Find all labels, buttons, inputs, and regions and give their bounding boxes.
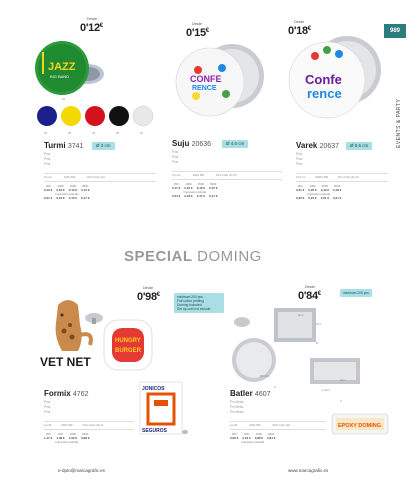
suju-art-line2: RENCE [192, 85, 217, 92]
suju-size-badge: Ø 4.5 cm [222, 140, 248, 148]
side-section-label: EVENTS & PARTY [396, 98, 402, 148]
varek-desde: Desde [294, 20, 305, 24]
varek-features: 27.5 cm 1000/c 500 Print Color (4c) fd [296, 173, 388, 182]
footer-email[interactable]: e-dpto@marcagrafic.es [58, 468, 105, 473]
batler-dim-5: 1,2cm [322, 388, 330, 392]
batler-pins-image [224, 302, 384, 392]
varek-name: Varek 20637 [296, 141, 340, 150]
varek-button-image [285, 32, 385, 120]
batler-dim-3: Ø2.2cm [260, 374, 270, 378]
batler-price-table: 250 500 1000 2500 0,96 € 0,91 € 0,88 € 0,84 € Impresión incluida [230, 432, 276, 444]
turmi-color-swatches [36, 104, 158, 130]
batler-letter-c: C [340, 399, 343, 403]
swatch-code-4: 05 [116, 131, 120, 135]
batler-epoxy-image [330, 410, 390, 440]
batler-features: Lot 25 100/c 500 Print Color (4c) [230, 421, 326, 430]
formix-price: 0'98€ [137, 291, 160, 303]
turmi-price: 0'12€ [80, 22, 103, 34]
jazz-subtitle: BIG BAND [50, 74, 70, 79]
varek-art-line1: Confe [305, 72, 342, 87]
section-title: SPECIAL DOMING [124, 248, 262, 265]
turmi-specs: Pins Pins Pins [44, 152, 51, 166]
batler-desde: Desde [305, 285, 316, 289]
formix-features: Lot 25 100/c 500 Print Color (4c) fd [44, 421, 134, 430]
jazz-button-image [30, 38, 110, 98]
batler-tooltip: minimum 200 pcs [340, 289, 372, 297]
batler-letter-b: B [316, 341, 318, 345]
varek-art-line2: rence [307, 86, 342, 101]
batler-letter-a: A [274, 385, 276, 389]
formix-art-text: VET NET [40, 355, 91, 369]
turmi-desde: Desde [87, 17, 98, 21]
batler-price: 0'84€ [298, 290, 321, 302]
formix-seguros-image [138, 380, 188, 440]
batler-name: Batler 4607 [230, 389, 271, 398]
turmi-img-code: 01 [62, 97, 66, 101]
suju-price: 0'15€ [186, 27, 209, 39]
varek-size-badge: Ø 5.5 cm [346, 142, 372, 150]
formix-seguros-line1: JONICOS [142, 386, 165, 392]
page-number: 989 [384, 24, 406, 38]
batler-dim-4: 4cm [340, 378, 346, 382]
batler-specs: Pin Metal Pin Metal Pin Metal [230, 400, 244, 414]
jazz-title: JAZZ [48, 61, 76, 73]
varek-specs: Pins Pins Pins [296, 152, 303, 166]
turmi-price-table: 250 1000 2500 5000 0,19 € 0,16 € 0,13 € 0,12 € Impresión incluida 0,21 € 0,16 € 0,15 € 0,17 € [44, 184, 90, 200]
suju-specs: Pins Pins Pins [172, 150, 179, 164]
batler-epoxy-text: EPOXY DOMING [338, 423, 381, 429]
swatch-code-1: 03 [44, 131, 48, 135]
formix-pins-image [82, 308, 162, 378]
footer-website[interactable]: www.marcagrafic.es [288, 468, 329, 473]
suju-desde: Desde [192, 22, 203, 26]
turmi-name: Turmi 3741 [44, 141, 84, 150]
suju-button-image [172, 40, 272, 122]
formix-name: Formix 4762 [44, 389, 89, 398]
batler-dim-1: 2cm [298, 313, 304, 317]
swatch-code-5: 01 [140, 131, 144, 135]
formix-tooltip: minimum 200 pcs Full colour printing Doming included Set up cost not include [174, 293, 224, 313]
formix-desde: Desde [143, 286, 154, 290]
varek-price: 0'18€ [288, 25, 311, 37]
formix-burger-line2: BURGER [115, 348, 142, 354]
suju-name: Suju 20636 [172, 139, 212, 148]
formix-price-table: 250 500 1000 2500 1,17 € 1,09 € 1,00 € 0,98 € Impresión incluida [44, 432, 90, 444]
batler-dim-2: 2cm [316, 322, 322, 326]
formix-specs: Pins Pins Pins [44, 400, 51, 414]
suju-features: 4.5 mm 100/c 500 Print Color (4c) fd [172, 171, 282, 180]
varek-price-table: 250 1000 2500 5000 0,21 € 0,20 € 0,19 € 0,18 € Impresión incluida 0,26 € 0,24 € 0,21 € 0,21 € [296, 184, 342, 200]
swatch-code-3: 02 [92, 131, 96, 135]
turmi-features: 12 mm 100/c 500 Print Color (4c) [44, 173, 156, 182]
swatch-code-2: 05 [68, 131, 72, 135]
suju-price-table: 250 1000 2500 5000 0,17 € 0,16 € 0,16 € 0,15 € Impresión incluida 0,24 € 0,18 € 0,17 € 0,17 € [172, 182, 218, 198]
formix-seguros-line2: SEGUROS [142, 428, 168, 434]
formix-burger-line1: HUNGRY [115, 338, 141, 344]
suju-art-line1: CONFE [190, 74, 222, 84]
turmi-size-badge: Ø 3 cm [92, 142, 115, 150]
